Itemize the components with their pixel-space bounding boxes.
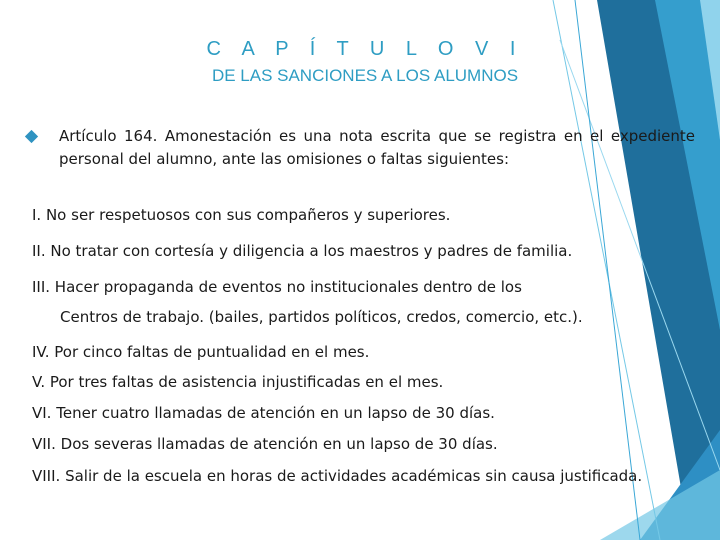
chapter-title: C A P Í T U L O V I xyxy=(206,38,524,60)
article-paragraph xyxy=(59,125,695,171)
article-text: Amonestación es una nota escrita que se registra en el expediente personal del alumno, ante las omisiones o faltas siguientes: xyxy=(59,127,695,168)
list-item: VII. Dos severas llamadas de atención en un lapso de 30 días. xyxy=(32,435,498,453)
article-heading: Artículo 164. xyxy=(59,127,158,145)
list-item: IV. Por cinco faltas de puntualidad en el mes. xyxy=(32,343,370,361)
chapter-subtitle: DE LAS SANCIONES A LOS ALUMNOS xyxy=(211,66,519,85)
list-item: I. No ser respetuosos con sus compañeros y superiores. xyxy=(32,206,451,224)
list-item: III. Hacer propaganda de eventos no institucionales dentro de los xyxy=(32,278,522,296)
list-item: II. No tratar con cortesía y diligencia a los maestros y padres de familia. xyxy=(32,242,573,260)
list-item: V. Por tres faltas de asistencia injustificadas en el mes. xyxy=(32,373,444,391)
list-item: Centros de trabajo. (bailes, partidos políticos, credos, comercio, etc.). xyxy=(60,308,583,326)
list-item: VIII. Salir de la escuela en horas de actividades académicas sin causa justificada. xyxy=(32,467,643,485)
diamond-bullet-icon xyxy=(25,130,38,143)
list-item: VI. Tener cuatro llamadas de atención en un lapso de 30 días. xyxy=(32,404,495,422)
